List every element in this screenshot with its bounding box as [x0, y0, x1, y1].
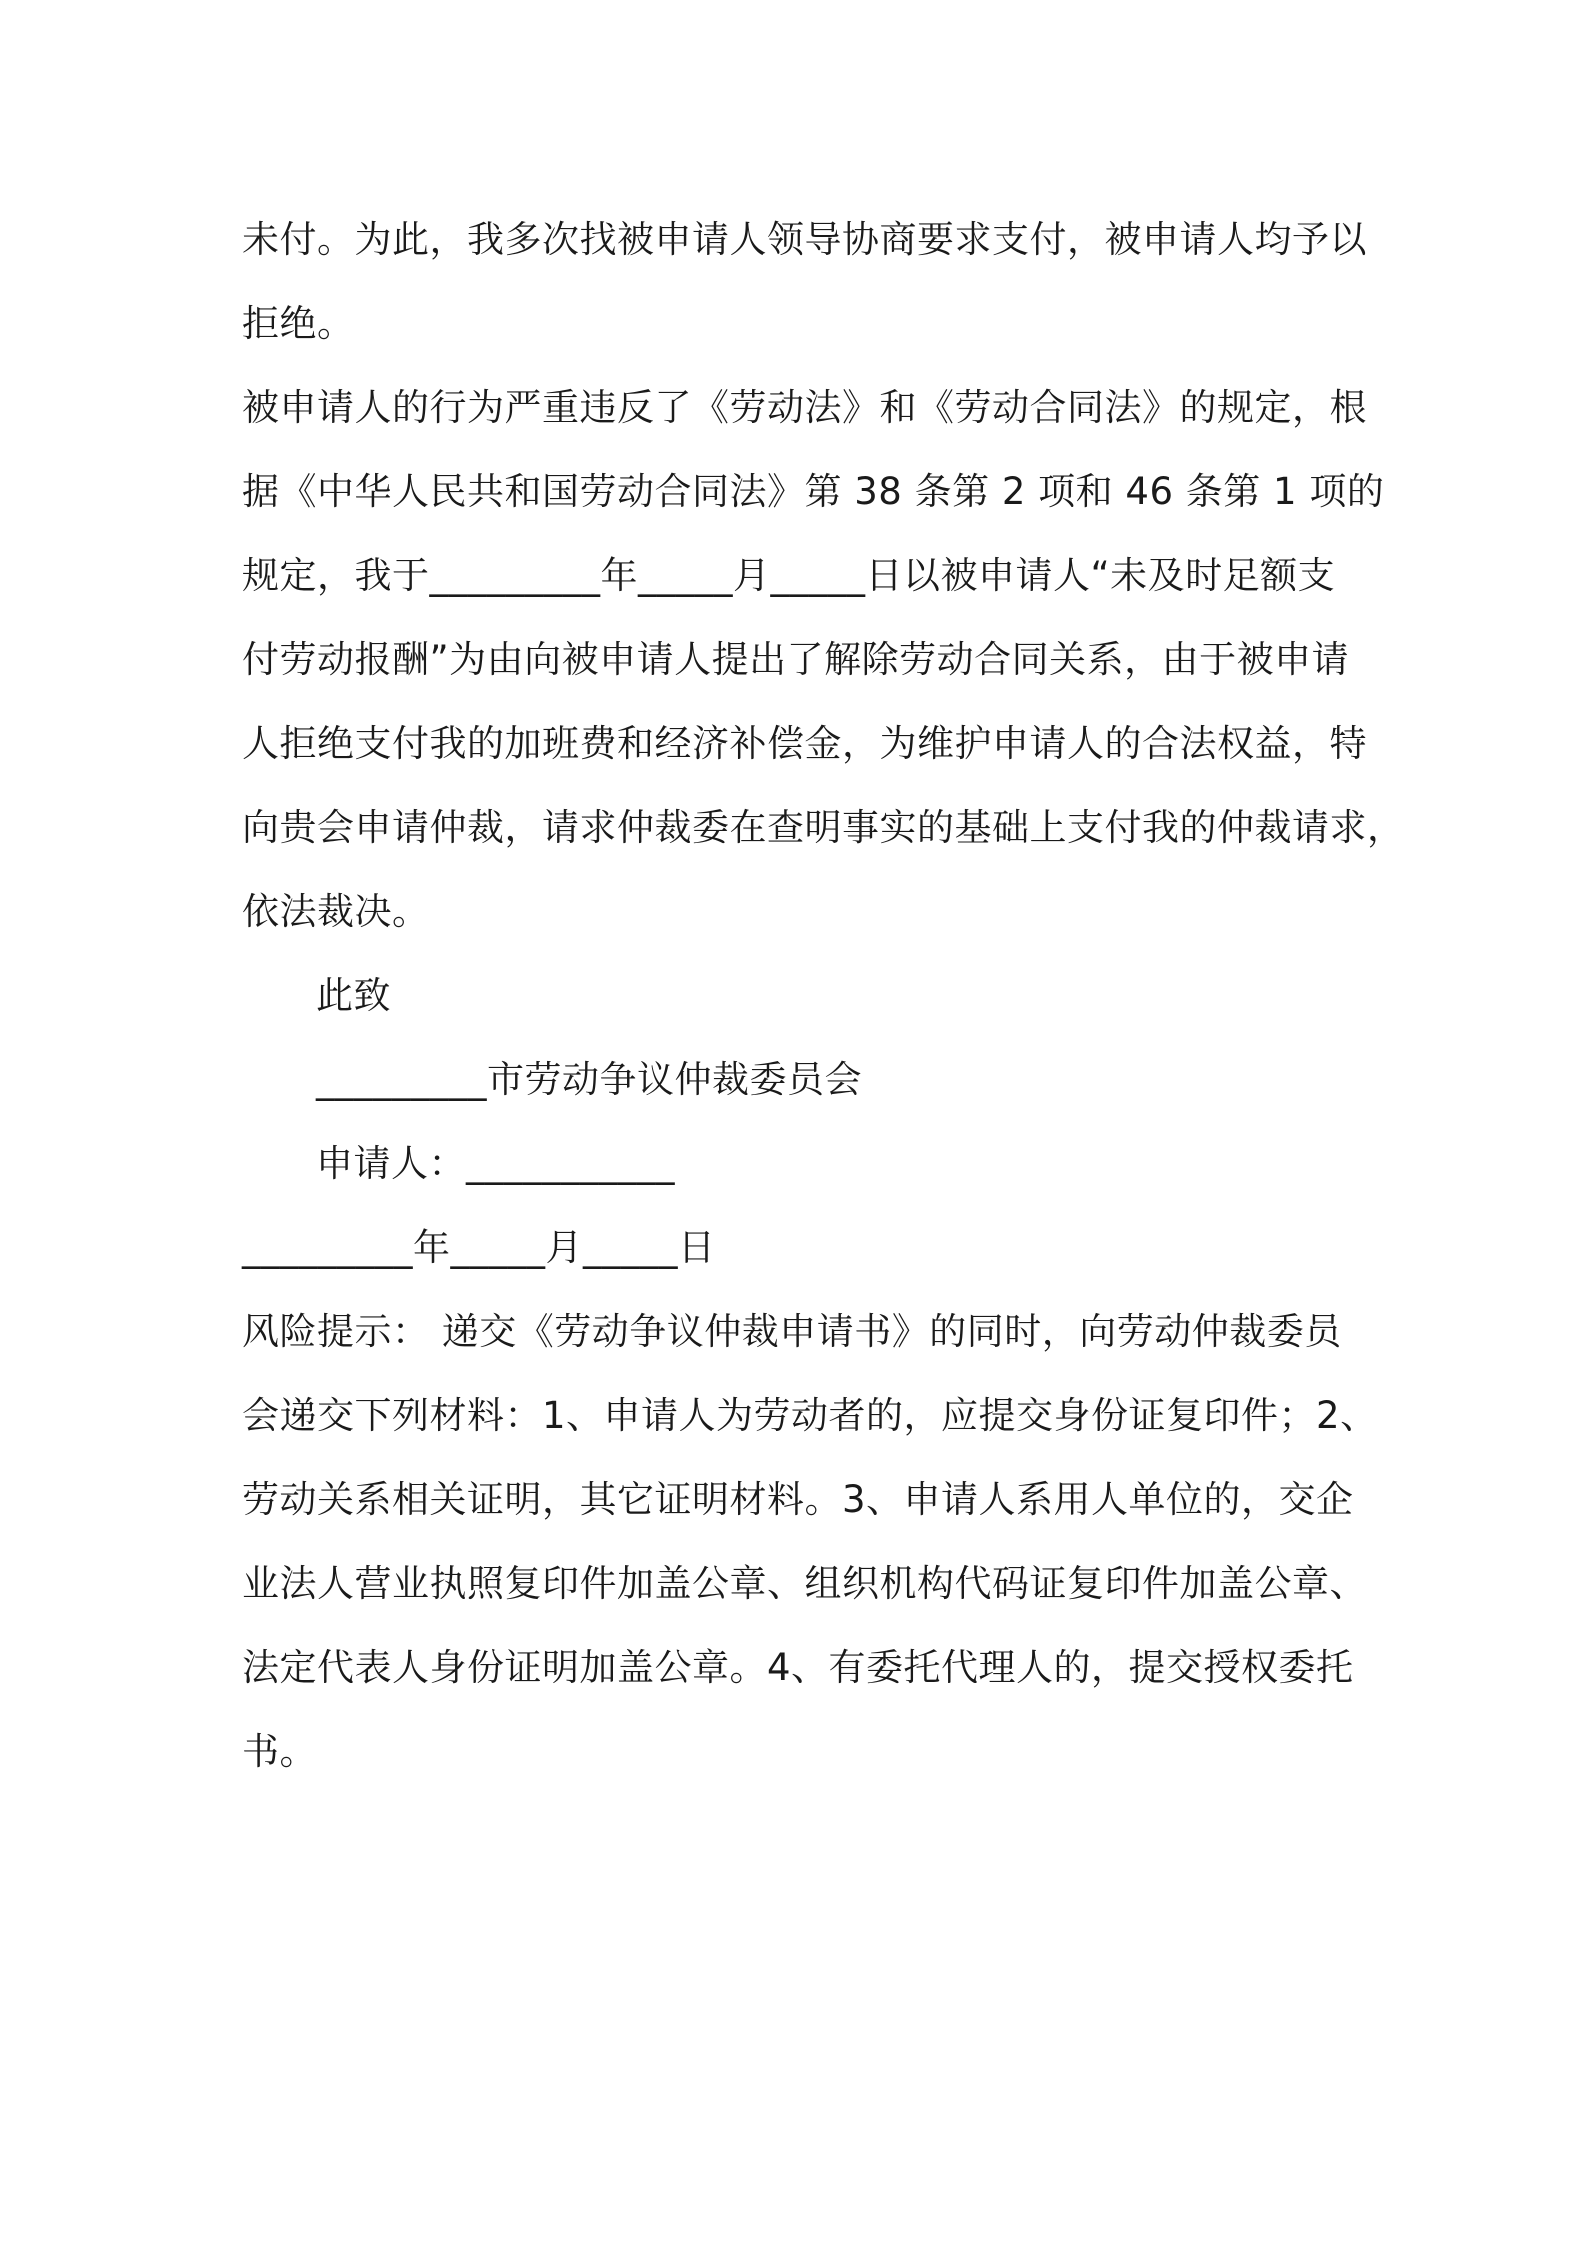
- body-line-4: 据《中华人民共和国劳动合同法》第 38 条第 2 项和 46 条第 1 项的: [242, 470, 1385, 513]
- risk-note-line-3: 劳动关系相关证明，其它证明材料。3、申请人系用人单位的，交企: [242, 1478, 1354, 1521]
- risk-note-line-6: 书。: [242, 1730, 317, 1773]
- document-body: [242, 198, 1405, 1794]
- risk-note-line-1: 风险提示： 递交《劳动争议仲裁申请书》的同时，向劳动仲裁委员: [242, 1310, 1342, 1353]
- risk-note-line-2: 会递交下列材料：1、申请人为劳动者的，应提交身份证复印件；2、: [242, 1394, 1378, 1437]
- body-line-5: 规定，我于_________年_____月_____日以被申请人“未及时足额支: [242, 554, 1336, 597]
- body-line-8: 向贵会申请仲裁，请求仲裁委在查明事实的基础上支付我的仲裁请求，: [242, 806, 1405, 849]
- risk-note-line-5: 法定代表人身份证明加盖公章。4、有委托代理人的，提交授权委托: [242, 1646, 1354, 1689]
- recipient-line: _________市劳动争议仲裁委员会: [316, 1058, 862, 1101]
- body-line-1: 未付。为此，我多次找被申请人领导协商要求支付，被申请人均予以: [242, 218, 1367, 261]
- body-line-3: 被申请人的行为严重违反了《劳动法》和《劳动合同法》的规定，根: [242, 386, 1367, 429]
- applicant-signature-line: 申请人：___________: [316, 1142, 675, 1185]
- body-line-6: 付劳动报酬”为由向被申请人提出了解除劳动合同关系，由于被申请: [242, 638, 1350, 681]
- body-line-9: 依法裁决。: [242, 890, 430, 933]
- body-line-2: 拒绝。: [242, 302, 355, 345]
- date-line: _________年_____月_____日: [242, 1226, 716, 1269]
- salutation: 此致: [316, 974, 391, 1017]
- body-line-7: 人拒绝支付我的加班费和经济补偿金，为维护申请人的合法权益，特: [242, 722, 1367, 765]
- risk-note-line-4: 业法人营业执照复印件加盖公章、组织机构代码证复印件加盖公章、: [242, 1562, 1367, 1605]
